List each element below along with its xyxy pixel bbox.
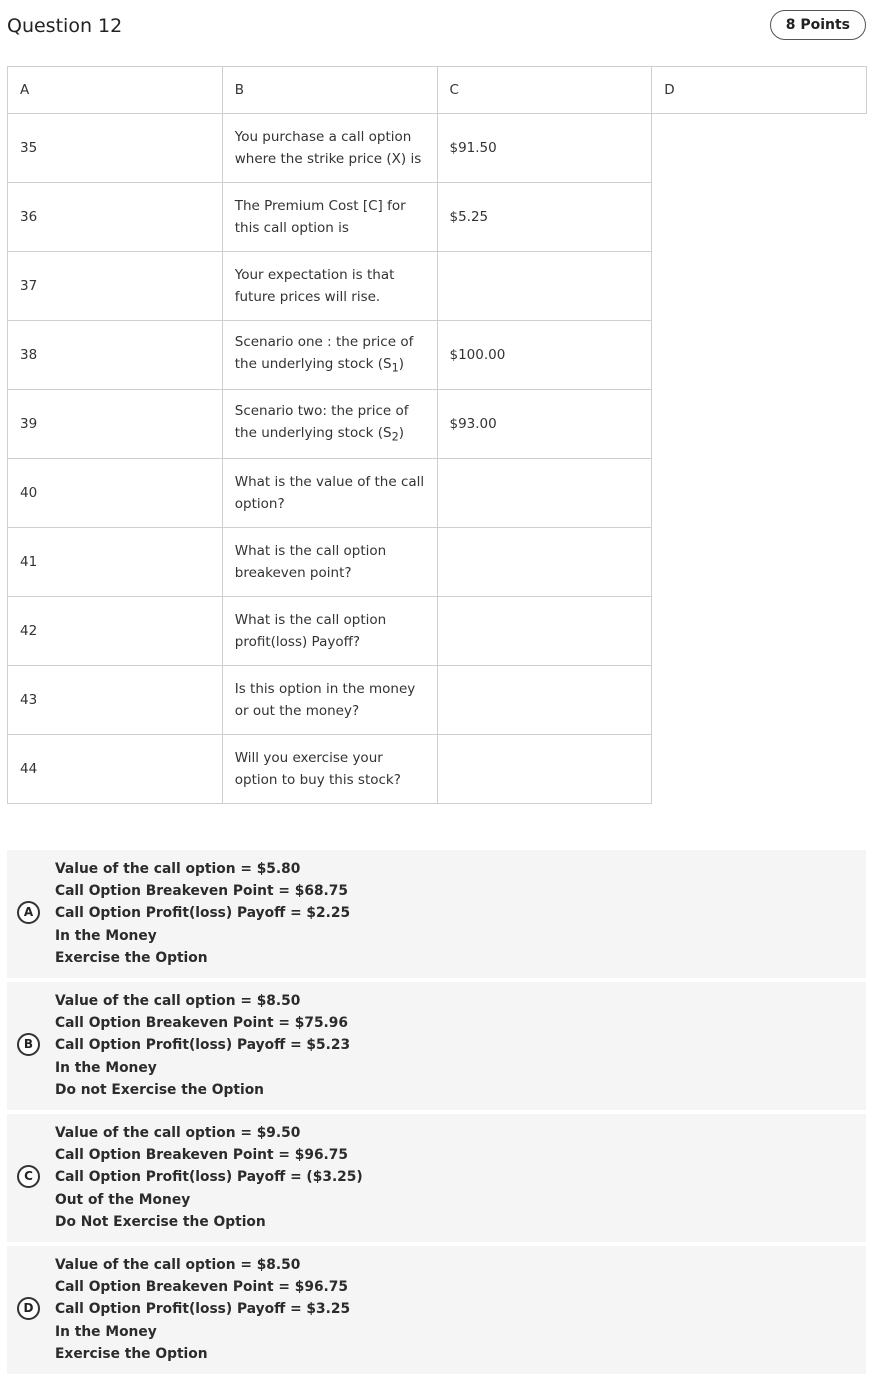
row-value <box>437 252 652 321</box>
empty-cell <box>652 666 867 735</box>
answer-line: Value of the call option = $8.50 <box>55 1257 301 1273</box>
answer-line: Exercise the Option <box>55 949 208 966</box>
answer-line: Value of the call option = $5.80 <box>55 861 301 877</box>
answer-text <box>55 1254 350 1365</box>
answer-line: Call Option Profit(loss) Payoff = $5.23 <box>55 1037 351 1054</box>
answer-option-a[interactable] <box>7 850 866 978</box>
answer-line: Call Option Profit(loss) Payoff = ($3.25) <box>55 1169 363 1186</box>
answer-line: Out of the Money <box>55 1191 191 1208</box>
answer-line: Call Option Breakeven Point = $68.75 <box>55 883 349 900</box>
question-header <box>7 8 866 44</box>
row-description: You purchase a call option where the strike price (X) is <box>222 114 437 183</box>
row-description: Will you exercise your option to buy this stock? <box>222 735 437 804</box>
row-value <box>437 597 652 666</box>
table-row <box>8 528 867 597</box>
row-number: 41 <box>8 528 223 597</box>
row-description: Your expectation is that future prices will rise. <box>222 252 437 321</box>
answer-option-c[interactable] <box>7 1114 866 1242</box>
answer-line: Value of the call option = $8.50 <box>55 993 301 1009</box>
row-number: 40 <box>8 459 223 528</box>
row-description <box>222 390 437 459</box>
question-table <box>7 66 867 804</box>
row-description: Is this option in the money or out the money? <box>222 666 437 735</box>
row-number: 36 <box>8 183 223 252</box>
table-row <box>8 735 867 804</box>
description-text: Scenario one : the price of the underlying stock (S <box>234 333 414 372</box>
empty-cell <box>652 528 867 597</box>
row-value <box>437 666 652 735</box>
row-value: $93.00 <box>437 390 652 459</box>
empty-cell <box>652 459 867 528</box>
empty-cell <box>652 597 867 666</box>
row-value: $5.25 <box>437 183 652 252</box>
row-description: What is the value of the call option? <box>222 459 437 528</box>
points-badge: 8 Points <box>770 10 866 40</box>
column-header-a: A <box>8 67 223 114</box>
row-description <box>222 321 437 390</box>
answer-text <box>55 990 350 1101</box>
row-description: What is the call option profit(loss) Payoff? <box>222 597 437 666</box>
answer-line: Call Option Breakeven Point = $75.96 <box>55 1015 349 1032</box>
row-value <box>437 459 652 528</box>
table-row <box>8 666 867 735</box>
empty-cell <box>652 390 867 459</box>
row-value: $100.00 <box>437 321 652 390</box>
answer-option-b[interactable] <box>7 982 866 1110</box>
empty-cell <box>652 114 867 183</box>
row-number: 37 <box>8 252 223 321</box>
answer-line: Do Not Exercise the Option <box>55 1213 266 1230</box>
subscript: 2 <box>391 430 399 444</box>
answer-line: In the Money <box>55 927 157 944</box>
answer-line: Do not Exercise the Option <box>55 1081 265 1098</box>
column-header-c: C <box>437 67 652 114</box>
empty-cell <box>652 252 867 321</box>
row-value <box>437 528 652 597</box>
row-number: 42 <box>8 597 223 666</box>
answer-line: Call Option Profit(loss) Payoff = $2.25 <box>55 905 351 922</box>
table-row <box>8 597 867 666</box>
answer-line: Call Option Breakeven Point = $96.75 <box>55 1279 349 1296</box>
column-header-b: B <box>222 67 437 114</box>
table-row <box>8 390 867 459</box>
description-close: ) <box>398 424 405 441</box>
answer-choices <box>7 850 866 1378</box>
table-row <box>8 252 867 321</box>
row-description: What is the call option breakeven point? <box>222 528 437 597</box>
row-description: The Premium Cost [C] for this call option is <box>222 183 437 252</box>
answer-line: Call Option Breakeven Point = $96.75 <box>55 1147 349 1164</box>
row-number: 43 <box>8 666 223 735</box>
answer-line: Call Option Profit(loss) Payoff = $3.25 <box>55 1301 351 1318</box>
table-row <box>8 459 867 528</box>
radio-button-c[interactable]: C <box>17 1165 40 1188</box>
empty-cell <box>652 321 867 390</box>
answer-line: In the Money <box>55 1323 157 1340</box>
description-text: Scenario two: the price of the underlying stock (S <box>234 402 409 441</box>
row-number: 39 <box>8 390 223 459</box>
table-row <box>8 183 867 252</box>
table-row <box>8 114 867 183</box>
table-header-row <box>8 67 867 114</box>
subscript: 1 <box>391 361 399 375</box>
answer-text <box>55 858 350 969</box>
empty-cell <box>652 735 867 804</box>
answer-text <box>55 1122 363 1233</box>
radio-button-a[interactable]: A <box>17 901 40 924</box>
question-title: Question 12 <box>7 15 123 37</box>
answer-line: In the Money <box>55 1059 157 1076</box>
radio-button-b[interactable]: B <box>17 1033 40 1056</box>
row-number: 44 <box>8 735 223 804</box>
row-value: $91.50 <box>437 114 652 183</box>
row-value <box>437 735 652 804</box>
row-number: 38 <box>8 321 223 390</box>
answer-option-d[interactable] <box>7 1246 866 1374</box>
row-number: 35 <box>8 114 223 183</box>
empty-cell <box>652 183 867 252</box>
table-row <box>8 321 867 390</box>
answer-line: Exercise the Option <box>55 1345 208 1362</box>
radio-button-d[interactable]: D <box>17 1297 40 1320</box>
answer-line: Value of the call option = $9.50 <box>55 1125 301 1141</box>
column-header-d: D <box>652 67 867 114</box>
description-close: ) <box>398 355 405 372</box>
